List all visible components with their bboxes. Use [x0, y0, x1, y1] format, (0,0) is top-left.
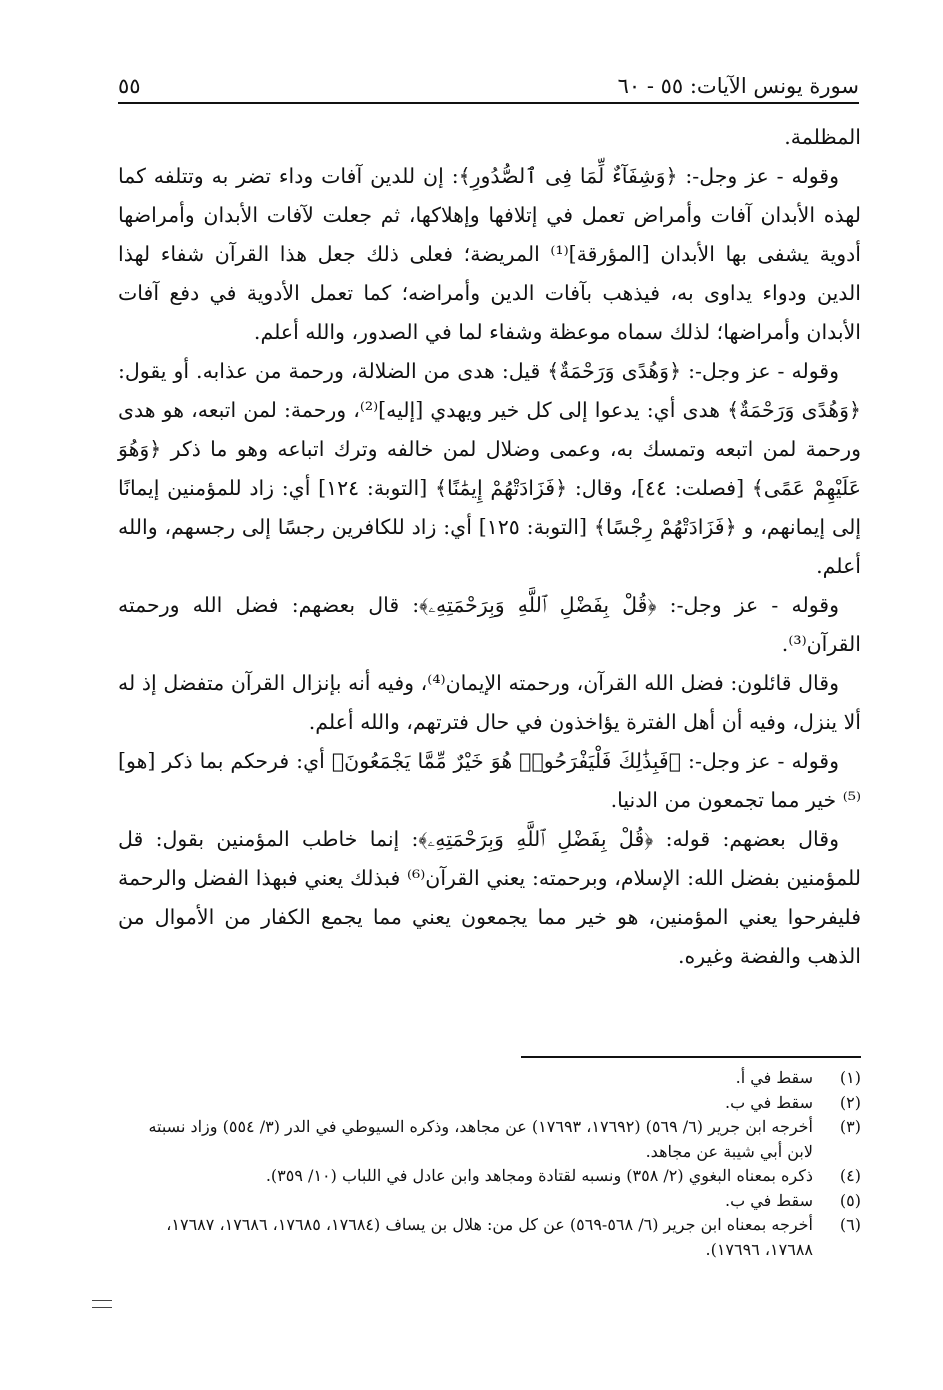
footnote [118, 1066, 861, 1091]
header-rule [118, 102, 859, 104]
edge-mark [92, 1300, 112, 1308]
footnote-text: سقط في أ. [735, 1068, 813, 1087]
footnote-number: (٤) [839, 1166, 861, 1185]
paragraph: وقوله - عز وجل-: ﴿قُلْ بِفَضْلِ ٱللَّهِ وَبِرَحْمَتِهِۦ﴾: قال بعضهم: فضل الله ورحمته القرآن⁽³⁾. [118, 593, 861, 656]
footnote-number: (٣) [839, 1117, 861, 1136]
main-text [118, 118, 861, 976]
paragraph: وقوله - عز وجل-: ﴿وَشِفَآءٌ لِّمَا فِى ٱلصُّدُورِ﴾: إن للدين آفات وداء تضر به وتتلفه كما لهذه الأبدان آفات وأمراض تعمل في إتلافها وإهلاكها، ثم جعلت لآفات الأبدان وأمراضها أدوية يشفى بها الأبدان [المؤرقة]⁽¹⁾ المريضة؛ فعلى ذلك جعل هذا القرآن شفاء لهذا الدين ودواء يداوى به، فيذهب بآفات الدين وأمراضه؛ كما تعمل الأدوية في دفع آفات الأبدان وأمراضها؛ لذلك سماه موعظة وشفاء لما في الصدور، والله أعلم. [118, 164, 861, 344]
running-title: سورة يونس الآيات: ٥٥ - ٦٠ [617, 74, 859, 98]
footnote-text: سقط في ب. [725, 1092, 813, 1112]
footnote [118, 1164, 861, 1189]
page-number: ٥٥ [118, 74, 141, 98]
footnote-text: ذكره بمعناه البغوي (٢/ ٣٥٨) ونسبه لقتادة ومجاهد وابن عادل في اللباب (١٠/ ٣٥٩). [265, 1166, 813, 1185]
footnote-rule [521, 1056, 861, 1058]
footnote [118, 1115, 861, 1164]
footnote-number: (٢) [839, 1092, 861, 1112]
footnote-number: (٥) [839, 1190, 861, 1210]
footnote-text: أخرجه ابن جرير (٦/ ٥٦٩) (١٧٦٩٢، ١٧٦٩٣) عن مجاهد، وذكره السيوطي في الدر (٣/ ٥٥٤) وزاد نسبته لابن أبي شيبة عن مجاهد. [148, 1117, 813, 1161]
paragraph: وقوله - عز وجل-: ﴿فَبِذَٰلِكَ فَلْيَفْرَحُوا۟ هُوَ خَيْرٌ مِّمَّا يَجْمَعُونَ﴾ أي: فرحكم بما ذكر [هو]⁽⁵⁾ خير مما تجمعون من الدنيا. [118, 749, 861, 812]
paragraph: وقوله - عز وجل-: ﴿وَهُدًى وَرَحْمَةٌ﴾ قيل: هدى من الضلالة، ورحمة من عذابه. أو يقول: ﴿وَهُدًى وَرَحْمَةٌ﴾ هدى أي: يدعوا إلى كل خير ويهدي [إليه]⁽²⁾، ورحمة: لمن اتبعه، هو هدى ورحمة لمن اتبعه وتمسك به، وعمى وضلال لمن خالفه وترك اتباعه وهو ما ذكر ﴿وَهُوَ عَلَيْهِمْ عَمًى﴾ [فصلت: ٤٤]، وقال: ﴿فَزَادَتْهُمْ إِيمَٰنًا﴾ [التوبة: ١٢٤] أي: زاد للمؤمنين إيمانًا إلى إيمانهم، و ﴿فَزَادَتْهُمْ رِجْسًا﴾ [التوبة: ١٢٥] أي: زاد للكافرين رجسًا إلى رجسهم، والله أعلم. [118, 359, 862, 578]
paragraph: وقال قائلون: فضل الله القرآن، ورحمته الإيمان⁽⁴⁾، وفيه أنه بإنزال القرآن متفضل إذ له ألا ينزل، وفيه أن أهل الفترة يؤاخذون في حال فترتهم، والله أعلم. [118, 671, 861, 734]
paragraph: المظلمة. [784, 125, 861, 149]
footnote-number: (٦) [839, 1215, 861, 1234]
footnote [118, 1091, 861, 1116]
paragraph: وقال بعضهم: قوله: ﴿قُلْ بِفَضْلِ ٱللَّهِ وَبِرَحْمَتِهِۦ﴾: إنما خاطب المؤمنين بقول: قل للمؤمنين بفضل الله: الإسلام، وبرحمته: يعني القرآن⁽⁶⁾ فبذلك يعني فبهذا الفضل والرحمة فليفرحوا يعني المؤمنين، هو خير مما يجمعون يعني مما يجمع الكفار من الأموال من الذهب والفضة وغيره. [118, 827, 861, 968]
footnote [118, 1213, 861, 1262]
footnotes [118, 1066, 861, 1262]
footnote [118, 1189, 861, 1214]
footnote-text: سقط في ب. [725, 1190, 813, 1210]
footnote-number: (١) [839, 1068, 861, 1087]
page-header [118, 58, 859, 98]
footnote-text: أخرجه بمعناه ابن جرير (٦/ ٥٦٨-٥٦٩) عن كل من: هلال بن يساف (١٧٦٨٤، ١٧٦٨٥، ١٧٦٨٦، ١٧٦٨٧، ١٧٦٨٨، ١٧٦٩٦). [166, 1215, 813, 1259]
